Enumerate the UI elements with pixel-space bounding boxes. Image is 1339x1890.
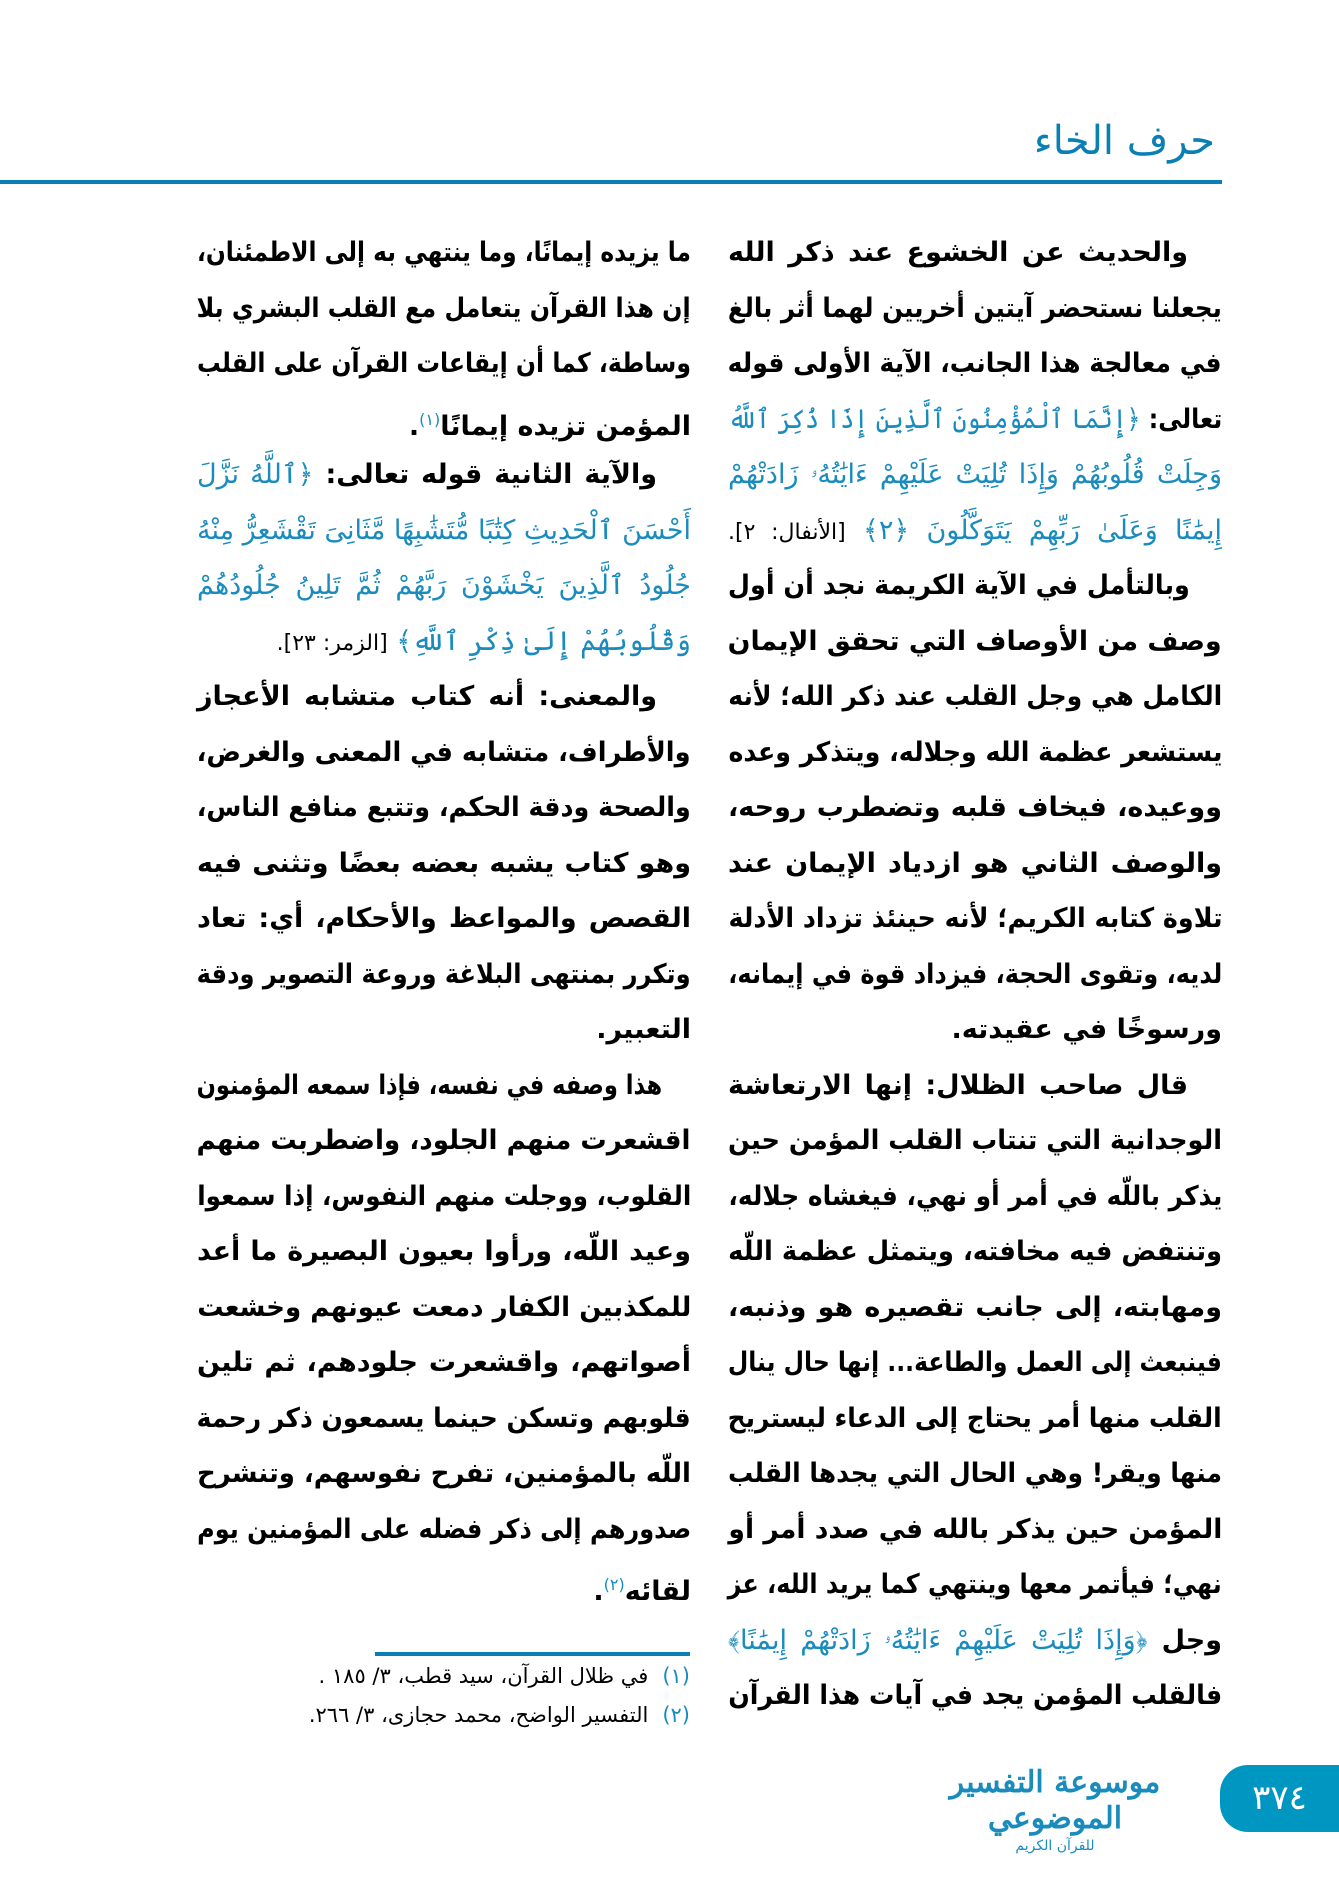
text-line-content bbox=[197, 225, 691, 281]
body-text: والمعنى: أنه كتاب متشابه الأعجاز bbox=[197, 681, 657, 712]
text-line-content bbox=[197, 1224, 691, 1280]
body-text: القلب منها أمر يحتاج إلى الدعاء ليستريح bbox=[728, 1402, 1222, 1434]
body-text: المؤمن تزيده إيمانًا bbox=[440, 410, 691, 442]
text-line-content bbox=[728, 392, 1222, 448]
text-line-content bbox=[728, 1169, 1222, 1225]
body-text: نهي؛ فيأتمر معها وينتهي كما يريد الله، عز bbox=[728, 1569, 1222, 1600]
body-text: قال صاحب الظلال: إنها الارتعاشة bbox=[728, 1069, 1188, 1101]
text-line bbox=[728, 1169, 1222, 1225]
body-text: الكامل هي وجل القلب عند ذكر الله؛ لأنه bbox=[728, 681, 1222, 712]
quran-verse: جُلُودُ ٱلَّذِينَ يَخْشَوْنَ رَبَّهُمْ ثُمَّ تَلِينُ جُلُودُهُمْ bbox=[197, 570, 691, 601]
footnote-1 bbox=[319, 1664, 690, 1688]
body-text: وتكرر بمنتهى البلاغة وروعة التصوير ودقة bbox=[197, 958, 691, 990]
text-line bbox=[728, 1557, 1222, 1613]
text-line bbox=[197, 225, 691, 281]
text-line-content bbox=[728, 1446, 1222, 1502]
page-number-badge: ٣٧٤ bbox=[1220, 1765, 1339, 1832]
body-text: ما يزيده إيمانًا، وما ينتهي به إلى الاطمئنان، bbox=[197, 237, 691, 268]
text-line-content bbox=[197, 281, 691, 337]
body-text: والحديث عن الخشوع عند ذكر الله bbox=[728, 237, 1188, 268]
text-line bbox=[728, 780, 1222, 836]
body-text: اللّه بالمؤمنين، تفرح نفوسهم، وتنشرح bbox=[197, 1458, 691, 1489]
quran-verse: ﴿إِنَّمَا ٱلْمُؤْمِنُونَ ٱلَّذِينَ إِذَا ذُكِرَ ٱللَّهُ bbox=[728, 403, 1141, 435]
text-line bbox=[728, 225, 1222, 281]
logo-title: موسوعة التفسير الموضوعي bbox=[949, 1765, 1161, 1836]
text-line-content bbox=[197, 1280, 691, 1336]
body-text: منها ويقر! وهي الحال التي يجدها القلب bbox=[728, 1458, 1222, 1489]
text-line bbox=[197, 947, 691, 1003]
text-line bbox=[728, 1335, 1222, 1391]
text-line-content bbox=[728, 1391, 1222, 1447]
text-line bbox=[728, 1502, 1222, 1558]
text-line bbox=[728, 725, 1222, 781]
text-line-content bbox=[728, 669, 1222, 725]
body-text: تلاوة كتابه الكريم؛ لأنه حينئذ تزداد الأدلة bbox=[728, 903, 1222, 934]
body-text: المؤمن حين يذكر بالله في صدد أمر أو bbox=[728, 1513, 1222, 1545]
verse-reference: [الزمر: ٢٣]. bbox=[276, 630, 388, 656]
body-text: يجعلنا نستحضر آيتين أخريين لهما أثر بالغ bbox=[728, 292, 1222, 324]
encyclopedia-logo bbox=[930, 1765, 1180, 1855]
text-line-content bbox=[728, 891, 1222, 947]
text-line bbox=[728, 392, 1222, 448]
text-line bbox=[728, 336, 1222, 392]
text-line bbox=[197, 614, 691, 670]
text-line-content bbox=[197, 836, 691, 892]
text-line-content bbox=[728, 558, 1222, 614]
text-line bbox=[728, 281, 1222, 337]
text-line-content bbox=[409, 392, 691, 455]
body-text: أصواتهم، واقشعرت جلودهم، ثم تلين bbox=[197, 1347, 691, 1378]
text-line-content bbox=[728, 1058, 1222, 1114]
body-text: وعيد اللّه، ورأوا بعيون البصيرة ما أعد bbox=[197, 1236, 691, 1267]
text-line-content bbox=[197, 447, 691, 503]
body-text: قلوبهم وتسكن حينما يسمعون ذكر رحمة bbox=[197, 1402, 691, 1434]
text-line-content bbox=[728, 1335, 1222, 1391]
body-text: ومهابته، إلى جانب تقصيره هو وذنبه، bbox=[728, 1291, 1222, 1323]
text-line bbox=[728, 1280, 1222, 1336]
body-text: القصص والمواعظ والأحكام، أي: تعاد bbox=[197, 903, 691, 934]
text-line-content bbox=[728, 725, 1222, 781]
body-text: والآية الثانية قوله تعالى: bbox=[313, 459, 657, 490]
text-line bbox=[197, 1391, 691, 1447]
text-line bbox=[197, 1002, 691, 1058]
text-line bbox=[197, 336, 691, 392]
text-line bbox=[728, 1002, 1222, 1058]
text-line bbox=[197, 780, 691, 836]
text-line bbox=[728, 1058, 1222, 1114]
text-line-content bbox=[197, 891, 691, 947]
body-text: القلوب، ووجلت منهم النفوس، إذا سمعوا bbox=[197, 1180, 691, 1212]
text-line-content bbox=[728, 780, 1222, 836]
text-line bbox=[197, 392, 691, 448]
body-text: للمكذبين الكفار دمعت عيونهم وخشعت bbox=[197, 1291, 691, 1323]
text-line bbox=[197, 1446, 691, 1502]
text-line bbox=[728, 669, 1222, 725]
text-line-content bbox=[197, 1113, 691, 1169]
body-text: وصف من الأوصاف التي تحقق الإيمان bbox=[728, 625, 1222, 657]
left-text-column bbox=[197, 225, 691, 1613]
text-line-content bbox=[197, 503, 691, 559]
body-text: والصحة ودقة الحكم، وتتبع منافع الناس، bbox=[197, 792, 691, 823]
text-line bbox=[197, 1058, 691, 1114]
body-text: التعبير. bbox=[596, 1014, 691, 1045]
body-text: وبالتأمل في الآية الكريمة نجد أن أول bbox=[728, 570, 1190, 601]
body-text: والوصف الثاني هو ازدياد الإيمان عند bbox=[728, 847, 1222, 879]
text-line bbox=[197, 1113, 691, 1169]
text-line-content bbox=[596, 1002, 691, 1058]
text-line bbox=[197, 1280, 691, 1336]
body-text: وساطة، كما أن إيقاعات القرآن على القلب bbox=[197, 348, 691, 379]
body-text: يذكر باللّه في أمر أو نهي، فيغشاه جلاله، bbox=[728, 1180, 1222, 1212]
text-line-content bbox=[728, 447, 1222, 503]
text-line-content bbox=[728, 947, 1222, 1003]
text-line bbox=[197, 669, 691, 725]
text-line-content bbox=[728, 1557, 1222, 1613]
text-line-content bbox=[197, 780, 691, 836]
text-line bbox=[728, 558, 1222, 614]
logo-subtitle: للقرآن الكريم bbox=[1015, 1838, 1095, 1854]
text-line-content bbox=[952, 1002, 1222, 1058]
text-line bbox=[728, 1613, 1222, 1669]
section-title: حرف الخاء bbox=[1033, 118, 1215, 164]
body-text: الوجدانية التي تنتاب القلب المؤمن حين bbox=[728, 1125, 1222, 1156]
body-text: ووعيده، فيخاف قلبه وتضطرب روحه، bbox=[728, 792, 1222, 823]
text-line-content bbox=[728, 1668, 1222, 1724]
verse-reference: [الأنفال: ٢]. bbox=[728, 519, 846, 545]
body-text: في معالجة هذا الجانب، الآية الأولى قوله bbox=[728, 348, 1222, 379]
text-line-content bbox=[197, 1446, 691, 1502]
text-line bbox=[728, 447, 1222, 503]
text-line-content bbox=[728, 1113, 1222, 1169]
quran-verse: وَجِلَتْ قُلُوبُهُمْ وَإِذَا تُلِيَتْ عَلَيْهِمْ ءَايَٰتُهُۥ زَادَتْهُمْ bbox=[728, 459, 1222, 490]
text-line-content bbox=[197, 947, 691, 1003]
text-line bbox=[197, 447, 691, 503]
text-line bbox=[728, 1446, 1222, 1502]
text-line bbox=[197, 1502, 691, 1558]
text-line bbox=[728, 1391, 1222, 1447]
body-text: لقائه bbox=[624, 1576, 691, 1607]
right-text-column bbox=[728, 225, 1222, 1724]
text-line bbox=[728, 947, 1222, 1003]
text-line bbox=[728, 836, 1222, 892]
text-line bbox=[728, 1668, 1222, 1724]
text-line-content bbox=[197, 558, 691, 614]
text-line bbox=[197, 1335, 691, 1391]
quran-verse: إِيمَٰنًا وَعَلَىٰ رَبِّهِمْ يَتَوَكَّلُونَ ﴿٢﴾ bbox=[845, 514, 1222, 546]
body-text: ورسوخًا في عقيدته. bbox=[951, 1014, 1222, 1045]
text-line-content bbox=[728, 614, 1222, 670]
text-line-content bbox=[728, 281, 1222, 337]
body-text: وهو كتاب يشبه بعضه بعضًا وتثنى فيه bbox=[197, 847, 691, 879]
text-line bbox=[197, 725, 691, 781]
text-line-content bbox=[197, 1335, 691, 1391]
text-line bbox=[197, 558, 691, 614]
text-line-content bbox=[728, 836, 1222, 892]
text-line bbox=[728, 1224, 1222, 1280]
footnote-number: (١) bbox=[662, 1664, 690, 1688]
text-line-content bbox=[197, 336, 691, 392]
body-text: تعالى: bbox=[1140, 403, 1222, 435]
text-line-content bbox=[197, 725, 691, 781]
text-line bbox=[197, 1224, 691, 1280]
body-text: والأطراف، متشابه في المعنى والغرض، bbox=[197, 736, 691, 768]
footnote-rule bbox=[375, 1652, 690, 1656]
body-text: وجل bbox=[1147, 1624, 1222, 1656]
footnote-marker[interactable]: (٢) bbox=[603, 1575, 625, 1594]
body-text: . bbox=[593, 1576, 604, 1607]
quran-verse: أَحْسَنَ ٱلْحَدِيثِ كِتَٰبًا مُّتَشَٰبِهًا مَّثَانِىَ تَقْشَعِرُّ مِنْهُ bbox=[197, 514, 691, 546]
text-line-content bbox=[277, 614, 691, 672]
text-line-content bbox=[728, 336, 1222, 392]
text-line bbox=[197, 281, 691, 337]
text-line-content bbox=[197, 1502, 691, 1558]
text-line-content bbox=[728, 225, 1222, 281]
body-text: يستشعر عظمة الله وجلاله، ويتذكر وعده bbox=[728, 736, 1222, 768]
text-line-content bbox=[728, 503, 1222, 561]
body-text: فينبعث إلى العمل والطاعة... إنها حال ينال bbox=[728, 1347, 1222, 1378]
text-line-content bbox=[197, 1391, 691, 1447]
body-text: . bbox=[408, 410, 420, 442]
text-line bbox=[728, 891, 1222, 947]
footnote-text: في ظلال القرآن، سيد قطب، ٣/ ١٨٥ . bbox=[318, 1664, 649, 1688]
footnote-text: التفسير الواضح، محمد حجازى، ٣/ ٢٦٦. bbox=[308, 1703, 649, 1727]
text-line-content bbox=[197, 1169, 691, 1225]
body-text: إن هذا القرآن يتعامل مع القلب البشري بلا bbox=[197, 292, 691, 324]
text-line bbox=[728, 614, 1222, 670]
quran-verse: ﴿وَإِذَا تُلِيَتْ عَلَيْهِمْ ءَايَٰتُهُۥ زَادَتْهُمْ إِيمَٰنًا﴾ bbox=[728, 1624, 1148, 1656]
text-line bbox=[197, 1169, 691, 1225]
text-line-content bbox=[728, 1613, 1222, 1669]
header-rule bbox=[0, 180, 1222, 184]
text-line-content bbox=[728, 1502, 1222, 1558]
body-text: هذا وصفه في نفسه، فإذا سمعه المؤمنون bbox=[196, 1069, 663, 1101]
text-line bbox=[197, 836, 691, 892]
text-line-content bbox=[593, 1557, 691, 1620]
text-line bbox=[197, 1557, 691, 1613]
text-line-content bbox=[728, 1224, 1222, 1280]
text-line bbox=[197, 503, 691, 559]
quran-verse: وَقُلُوبُهُمْ إِلَىٰ ذِكْرِ ٱللَّهِ﴾ bbox=[387, 625, 691, 657]
body-text: وتنتفض فيه مخافته، ويتمثل عظمة اللّه bbox=[728, 1236, 1222, 1267]
text-line-content bbox=[197, 669, 691, 725]
body-text: صدورهم إلى ذكر فضله على المؤمنين يوم bbox=[197, 1513, 691, 1545]
text-line bbox=[728, 1113, 1222, 1169]
footnote-number: (٢) bbox=[662, 1703, 690, 1727]
footnote-marker[interactable]: (١) bbox=[419, 409, 441, 429]
text-line-content bbox=[197, 1058, 691, 1114]
text-line bbox=[728, 503, 1222, 559]
footnote-2 bbox=[309, 1703, 690, 1727]
quran-verse: ﴿ٱللَّهُ نَزَّلَ bbox=[197, 459, 314, 490]
text-line-content bbox=[728, 1280, 1222, 1336]
text-line bbox=[197, 891, 691, 947]
body-text: فالقلب المؤمن يجد في آيات هذا القرآن bbox=[728, 1680, 1222, 1711]
body-text: لديه، وتقوى الحجة، فيزداد قوة في إيمانه، bbox=[728, 958, 1222, 990]
body-text: اقشعرت منهم الجلود، واضطربت منهم bbox=[197, 1125, 691, 1156]
